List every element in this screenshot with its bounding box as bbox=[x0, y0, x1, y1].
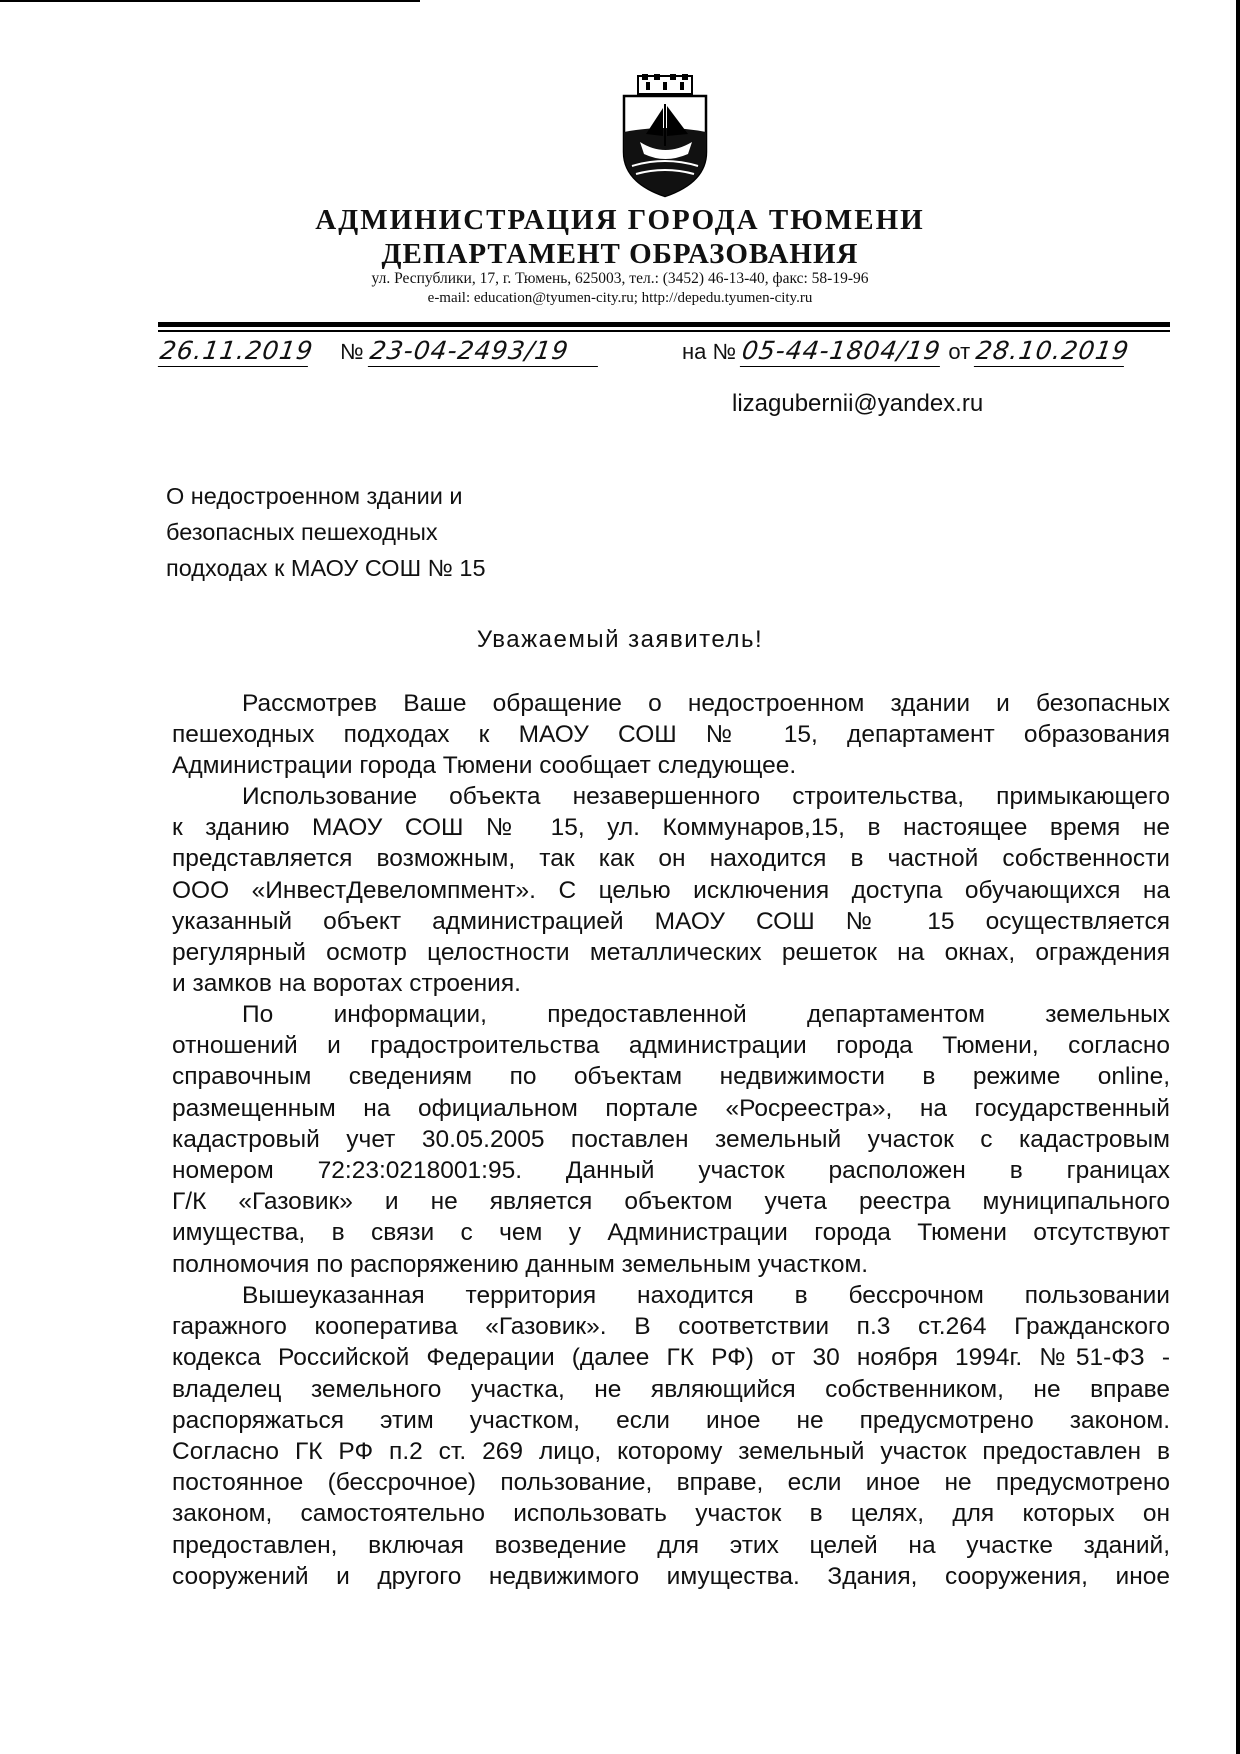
paragraph-line: Вышеуказанная территория находится в бессрочном пользовании bbox=[242, 1282, 1170, 1309]
organization-name: АДМИНИСТРАЦИЯ ГОРОДА ТЮМЕНИ bbox=[315, 204, 925, 236]
contacts-line: e-mail: education@tyumen-city.ru; http://depedu.tyumen-city.ru bbox=[427, 290, 813, 306]
paragraph-line: распоряжаться этим участком, если иное не предусмотрено законом. bbox=[172, 1406, 1170, 1434]
paragraph-line: гаражного кооператива «Газовик». В соответствии п.3 ст.264 Гражданского bbox=[172, 1313, 1170, 1341]
number-label: № bbox=[340, 339, 364, 364]
paragraph-line: Администрации города Тюмени сообщает следующее. bbox=[172, 752, 797, 780]
paragraph-line: законом, самостоятельно использовать участок в целях, для которых он bbox=[172, 1500, 1170, 1528]
greeting: Уважаемый заявитель! bbox=[476, 626, 764, 653]
paragraph-line: размещенным на официальном портале «Росреестра», на государственный bbox=[172, 1094, 1170, 1122]
paragraph-line: имущества, в связи с чем у Администрации города Тюмени отсутствуют bbox=[172, 1219, 1170, 1247]
subject-line: О недостроенном здании и bbox=[166, 483, 463, 509]
paragraph-line: Рассмотрев Ваше обращение о недостроенном здании и безопасных bbox=[242, 690, 1170, 717]
paragraph-line: полномочия по распоряжению данным земельным участком. bbox=[172, 1250, 869, 1278]
department-name: ДЕПАРТАМЕНТ ОБРАЗОВАНИЯ bbox=[381, 238, 859, 270]
paragraph-line: Согласно ГК РФ п.2 ст. 269 лицо, которому земельный участок предоставлен в bbox=[172, 1437, 1170, 1465]
reply-to-number: 05-44-1804/19 bbox=[740, 336, 943, 365]
paragraph-line: номером 72:23:0218001:95. Данный участок расположен в границах bbox=[172, 1156, 1170, 1184]
letterhead-rule-thin bbox=[158, 330, 1170, 332]
registration-date: 26.11.2019 bbox=[158, 336, 316, 365]
paragraph-line: сооружений и другого недвижимого имущества. Здания, сооружения, иное bbox=[172, 1562, 1170, 1590]
registration-number: 23-04-2493/19 bbox=[368, 336, 602, 367]
paragraph-line: пешеходных подходах к МАОУ СОШ № 15, департамент образования bbox=[172, 721, 1170, 749]
paragraph-line: представляется возможным, так как он находится в частной собственности bbox=[172, 845, 1170, 873]
paragraph-line: По информации, предоставленной департаментом земельных bbox=[242, 1001, 1170, 1028]
body-paragraph bbox=[172, 1280, 1170, 1592]
paragraph-line: кодекса Российской Федерации (далее ГК РФ) от 30 ноября 1994г. №51-ФЗ - bbox=[172, 1344, 1170, 1372]
address-line: ул. Республики, 17, г. Тюмень, 625003, тел.: (3452) 46-13-40, факс: 58-19-96 bbox=[371, 270, 869, 287]
subject-line: подходах к МАОУ СОШ № 15 bbox=[166, 555, 486, 581]
paragraph-line: владелец земельного участка, не являющийся собственником, не вправе bbox=[172, 1375, 1170, 1403]
letterhead-rule-thick bbox=[158, 322, 1170, 327]
paragraph-line: ООО «ИнвестДевеломпмент». С целью исключения доступа обучающихся на bbox=[172, 876, 1170, 904]
from-label: от bbox=[948, 339, 971, 364]
paragraph-line: справочным сведениям по объектам недвижимости в режиме online, bbox=[172, 1063, 1170, 1091]
body-paragraph bbox=[172, 688, 1170, 782]
subject-line: безопасных пешеходных bbox=[166, 519, 438, 545]
paragraph-line: к зданию МАОУ СОШ № 15, ул. Коммунаров,15, в настоящее время не bbox=[172, 814, 1170, 842]
paragraph-line: постоянное (бессрочное) пользование, вправе, если иное не предусмотрено bbox=[172, 1469, 1170, 1497]
paragraph-line: регулярный осмотр целостности металлических решеток на окнах, ограждения bbox=[172, 938, 1170, 966]
paragraph-line: кадастровый учет 30.05.2005 поставлен земельный участок с кадастровым bbox=[172, 1125, 1170, 1153]
body-paragraph bbox=[172, 999, 1170, 1280]
letter-subject bbox=[166, 478, 626, 586]
paragraph-line: указанный объект администрацией МАОУ СОШ № 15 осуществляется bbox=[172, 907, 1170, 935]
city-coat-of-arms bbox=[618, 74, 712, 198]
paragraph-line: Использование объекта незавершенного строительства, примыкающего bbox=[242, 783, 1170, 810]
registration-date-block bbox=[158, 336, 316, 367]
scan-edge-top bbox=[0, 0, 420, 2]
paragraph-line: предоставлен, включая возведение для этих целей на участке зданий, bbox=[172, 1531, 1170, 1559]
reply-to-label: на № bbox=[682, 339, 737, 364]
reply-to-date: 28.10.2019 bbox=[974, 336, 1132, 365]
recipient-email: lizagubernii@yandex.ru bbox=[732, 390, 984, 417]
body-paragraph bbox=[172, 781, 1170, 999]
registration-number-block bbox=[340, 336, 600, 367]
paragraph-line: Г/К «Газовик» и не является объектом учета реестра муниципального bbox=[172, 1188, 1170, 1216]
reply-to-block bbox=[682, 336, 1132, 367]
paragraph-line: и замков на воротах строения. bbox=[172, 970, 521, 998]
paragraph-line: отношений и градостроительства администрации города Тюмени, согласно bbox=[172, 1032, 1170, 1060]
